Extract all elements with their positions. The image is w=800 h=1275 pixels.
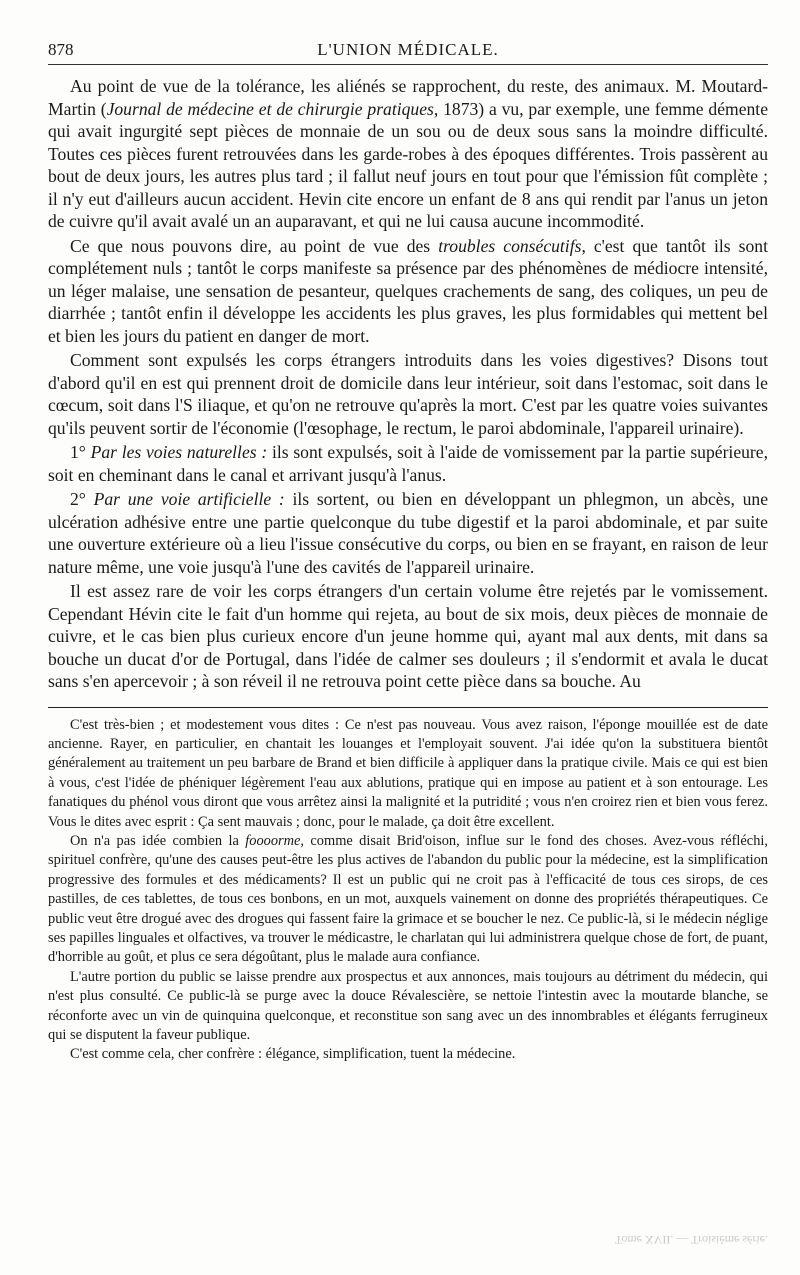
- feuilleton-divider: [48, 707, 768, 708]
- main-article: [48, 75, 768, 693]
- bleed-through-footer: Tome XVII. — Troisième série.: [614, 1233, 768, 1247]
- journal-citation: Journal de médecine et de chirurgie pratiques: [106, 98, 434, 119]
- running-title: L'UNION MÉDICALE.: [317, 40, 499, 59]
- feuilleton-paragraph-conclusion: C'est comme cela, cher confrère : élégance, simplification, tuent la médecine.: [70, 1046, 516, 1063]
- heading-voies-naturelles: Par les voies naturelles :: [90, 442, 268, 462]
- emphasis-foooorme: foooorme: [245, 832, 301, 849]
- emphasis-troubles: troubles consécutifs: [438, 235, 582, 256]
- paragraph-tolerance: Au point de vue de la tolérance, les aliénés se rapprochent, du reste, des animaux. M. Moutard-Martin (Journal de médecine et de chirurgie pratiques, 1873) a vu, par exemple, une femme démente qui avait ingurgité sept pièces de monnaie de un sou ou de deux sous sans la moindre difficulté. Toutes ces pièces furent retrouvées dans les garde-robes à des époques différentes. Trois passèrent au bout de deux jours, les autres plus tard ; il fallut neuf jours en tout pour que l'émission fût complète ; il n'y eut d'ailleurs aucun accident. Hevin cite encore un enfant de 8 ans qui rendit par l'anus un jeton de cuivre qu'il avait avalé un an auparavant, et qui ne lui causa aucune incommodité.: [48, 76, 768, 231]
- page-number: 878: [48, 40, 74, 59]
- paragraph-voies-naturelles: 1° Par les voies naturelles : ils sont expulsés, soit à l'aide de vomissement par la partie supérieure, soit en cheminant dans le canal et arrivant jusqu'à l'anus.: [48, 442, 768, 485]
- page-header: [48, 40, 768, 65]
- paragraph-voie-artificielle: 2° Par une voie artificielle : ils sortent, ou bien en développant un phlegmon, un abcès, une ulcération adhésive entre une partie quelconque du tube digestif et la paroi abdominale, et par suite une ouverture extérieure où a lieu l'issue consécutive du corps, ou bien en se frayant, en raison de leur nature même, une voie jusqu'à l'une des cavités de l'appareil urinaire.: [48, 489, 769, 577]
- paragraph-vomissement: Il est assez rare de voir les corps étrangers d'un certain volume être rejetés par le vomissement. Cependant Hévin cite le fait d'un homme qui rejeta, au bout de six mois, deux pièces de monnaie de cuivre, et le cas bien plus curieux encore d'un jeune homme qui, ayant mal aux dents, mit dans sa bouche un ducat d'or de Portugal, dans l'idée de calmer ses douleurs ; il s'endormit et avala le ducat sans s'en apercevoir ; à son réveil il ne retrouva point cette pièce dans sa bouche. Au: [48, 581, 768, 691]
- paragraph-troubles: Ce que nous pouvons dire, au point de vue des troubles consécutifs, c'est que tantôt ils sont complétement nuls ; tantôt le corps manifeste sa présence par des phénomènes de médiocre intensité, un léger malaise, une sensation de pesanteur, quelques crachements de sang, des coliques, un peu de diarrhée ; tantôt enfin il développe les accidents les plus graves, les plus formidables qui mettent bel et bien les jours du patient en danger de mort.: [48, 235, 768, 346]
- paragraph-expulsion: Comment sont expulsés les corps étrangers introduits dans les voies digestives? Disons tout d'abord qu'il en est qui prennent droit de domicile dans leur intérieur, soit dans l'estomac, soit dans le cœcum, soit dans l'S iliaque, et qu'on ne retrouve qu'après la mort. C'est par les quatre voies suivantes qu'ils peuvent sortir de l'économie (l'œsophage, le rectum, le paroi abdominale, l'appareil urinaire).: [48, 350, 768, 438]
- feuilleton-paragraph-prospectus: L'autre portion du public se laisse prendre aux prospectus et aux annonces, mais toujours au détriment du médecin, qui n'est plus consulté. Ce public-là se purge avec la douce Révalescière, se nettoie l'intestin avec la moutarde blanche, se réconforte avec un vin de quinquina quelconque, et reconstitue son sang avec un des innombrables et élégants ferrugineux qui se disputent la faveur publique.: [48, 968, 768, 1043]
- feuilleton-paragraph-eponge: C'est très-bien ; et modestement vous dites : Ce n'est pas nouveau. Vous avez raison, l'éponge mouillée est de date ancienne. Rayer, en particulier, en chantait les louanges et l'employait souvent. J'ai idée qu'on la substituera bientôt généralement au traitement un peu barbare de Brand et bien difficile à appliquer dans la pratique civile. Mais ce qui est bien à vous, c'est l'idée de phéniquer légèrement l'eau aux ablutions, pratique qui en impose au patient et à son entourage. Les fanatiques du phénol vous diront que vous arrêtez ainsi la malignité et la putridité ; vous n'en croirez rien et bien vous ferez. Vous le dites avec esprit : Ça sent mauvais ; donc, pour le malade, ça doit être excellent.: [48, 716, 768, 830]
- feuilleton-paragraph-forme: On n'a pas idée combien la foooorme, comme disait Brid'oison, influe sur le fond des choses. Avez-vous réfléchi, spirituel confrère, qu'une des causes peut-être les plus actives de l'abandon du public pour la médecine, est la simplification progressive des formules et des médicaments? Il est un public qui ne croit pas à l'efficacité de tous ces sirops, de ces pastilles, de ces tablettes, de tous ces bonbons, en un mot, auxquels vainement on donne des propriétés thérapeutiques. Ce public veut être drogué avec des drogues qui fassent faire la grimace et se boucher le nez. Ce public-là, si le médecin néglige ses papilles linguales et olfactives, va trouver le médicastre, le charlatan qui lui administrera quelque chose de fort, de puant, d'horrible au goût, et plus ce sera dégoûtant, plus le malade aura confiance.: [48, 832, 768, 966]
- heading-voie-artificielle: Par une voie artificielle :: [93, 489, 285, 509]
- feuilleton: [48, 716, 768, 1065]
